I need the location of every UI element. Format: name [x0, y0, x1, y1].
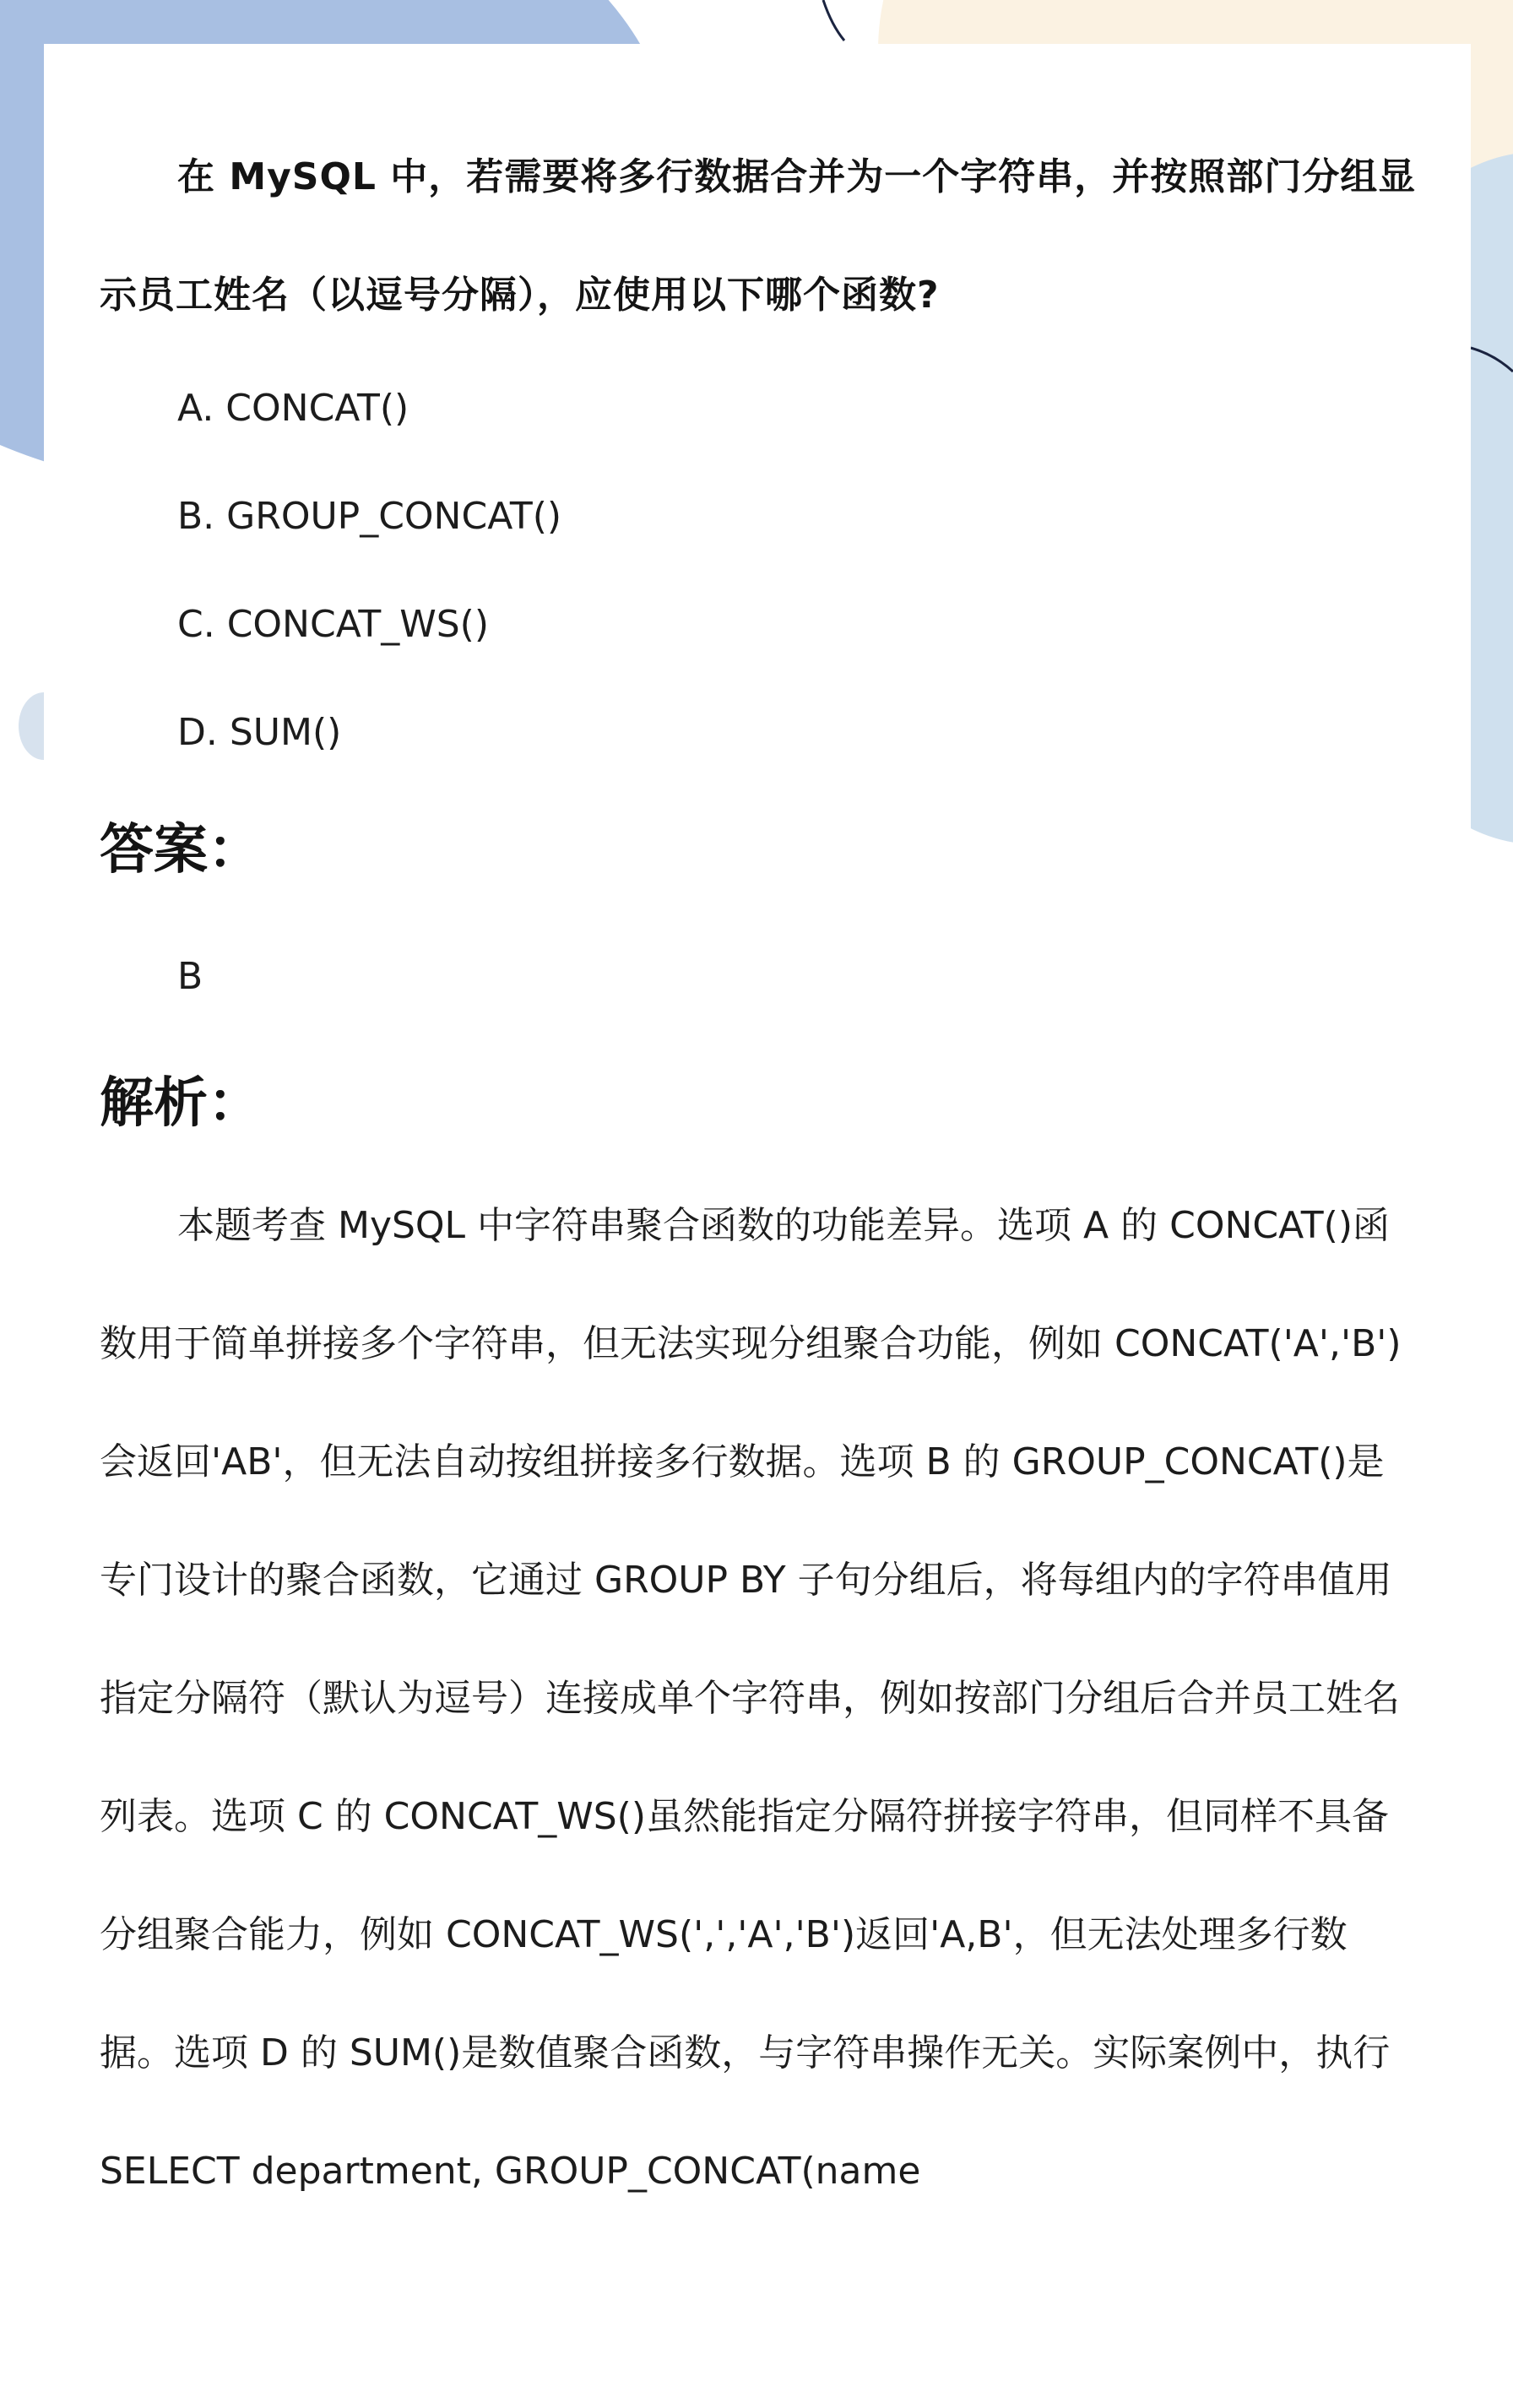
- quiz-content: [100, 118, 1417, 2231]
- option-b: B. GROUP_CONCAT(): [177, 495, 562, 538]
- question-text: 在 MySQL 中，若需要将多行数据合并为一个字符串，并按照部门分组显示员工姓名（以逗号分隔），应使用以下哪个函数?: [100, 155, 1417, 317]
- option-a: A. CONCAT(): [177, 387, 409, 430]
- option-d: D. SUM(): [177, 711, 342, 754]
- analysis-text: 本题考查 MySQL 中字符串聚合函数的功能差异。选项 A 的 CONCAT()函数用于简单拼接多个字符串，但无法实现分组聚合功能，例如 CONCAT('A','B')会返回'AB'，但无法自动按组拼接多行数据。选项 B 的 GROUP_CONCAT()是专门设计的聚合函数，它通过 GROUP BY 子句分组后，将每组内的字符串值用指定分隔符（默认为逗号）连接成单个字符串，例如按部门分组后合并员工姓名列表。选项 C 的 CONCAT_WS()虽然能指定分隔符拼接字符串，但同样不具备分组聚合能力，例如 CONCAT_WS(',','A','B')返回'A,B'，但无法处理多行数据。选项 D 的 SUM()是数值聚合函数，与字符串操作无关。实际案例中，执行 SELECT department, GROUP_CONCAT(name: [100, 1204, 1402, 2193]
- decorative-arc-top: [823, 0, 844, 41]
- decorative-arc-right: [1471, 348, 1513, 372]
- answer-heading: 答案：: [100, 819, 262, 881]
- option-list: [100, 355, 1417, 787]
- analysis-heading: 解析：: [100, 1072, 262, 1135]
- answer-value: B: [177, 955, 203, 998]
- option-c: C. CONCAT_WS(): [177, 603, 490, 646]
